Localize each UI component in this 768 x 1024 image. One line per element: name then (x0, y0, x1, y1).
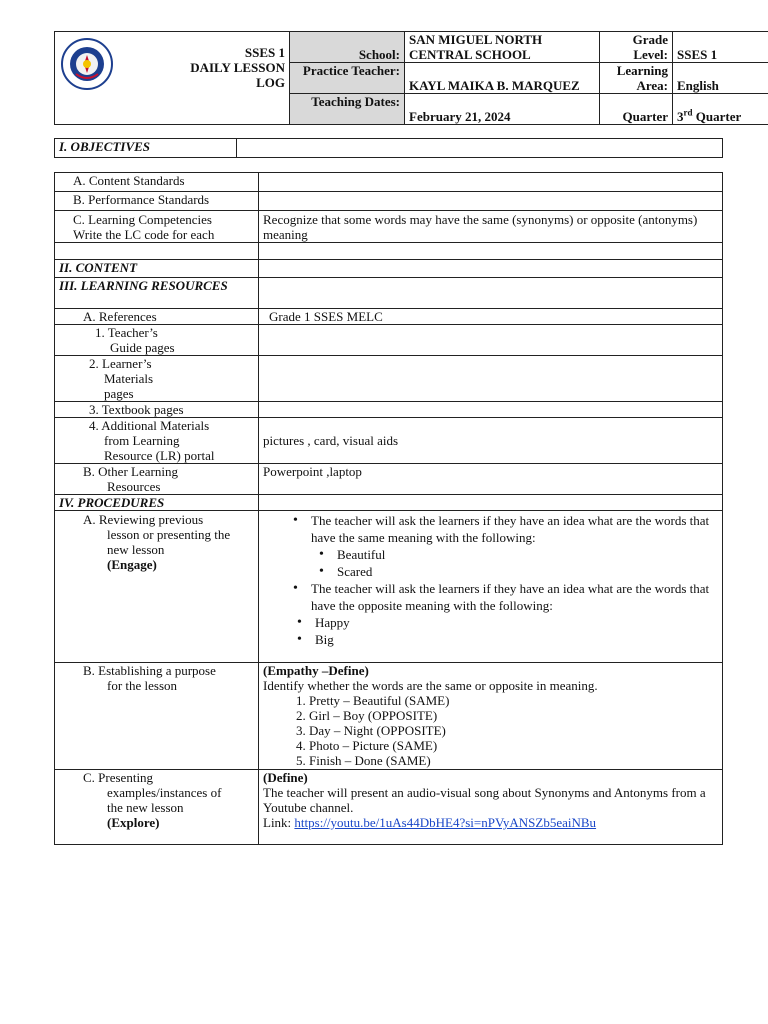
proc-c-tag: (Define) (263, 770, 308, 785)
proc-a-bullets (289, 512, 718, 648)
youtube-link[interactable]: https://youtu.be/1uAs44DbHE4?si=nPVyANSZb5eaiNBu (294, 815, 597, 830)
quarter-label: Quarter (600, 94, 673, 125)
proc-a-item: • Big (315, 631, 718, 648)
proc-b-label: B. Establishing a purpose for the lesson (55, 663, 259, 770)
resources-heading: III. LEARNING RESOURCES (55, 278, 259, 309)
proc-b-item: 3. Day – Night (OPPOSITE) (309, 723, 718, 738)
other-resources-label: B. Other Learning Resources (55, 464, 259, 495)
dates-label: Teaching Dates: (290, 94, 405, 125)
teacher-value: KAYL MAIKA B. MARQUEZ (405, 63, 600, 94)
proc-c-link-line: Link: https://youtu.be/1uAs44DbHE4?si=nPVyANSZb5eaiNBu (263, 815, 597, 830)
objectives-heading: I. OBJECTIVES (55, 139, 237, 158)
proc-c-text: The teacher will present an audio-visual song about Synonyms and Antonyms from a Youtube channel. (263, 785, 706, 815)
competencies-value: Recognize that some words may have the same (synonyms) or opposite (antonyms) meaning (259, 211, 723, 243)
proc-c-content (259, 770, 723, 845)
proc-a-bullet-1: • The teacher will ask the learners if they have an idea what are the words that have the same meaning with the following: • Beautiful • Scared (311, 512, 718, 580)
grade-value: SSES 1 (673, 32, 768, 63)
teacher-label: Practice Teacher: (290, 63, 405, 94)
grade-label: Grade Level: (600, 32, 673, 63)
quarter-value: 3rd Quarter (673, 94, 768, 125)
performance-standards-label: B. Performance Standards (55, 192, 259, 211)
proc-a-item: • Beautiful (337, 546, 718, 563)
learners-materials-label: 2. Learner’s Materials pages (55, 356, 259, 402)
proc-b-content (259, 663, 723, 770)
school-label: School: (290, 32, 405, 63)
references-value: Grade 1 SSES MELC (259, 309, 723, 325)
content-standards-label: A. Content Standards (55, 173, 259, 192)
proc-a-bullet-2: • The teacher will ask the learners if they have an idea what are the words that have the opposite meaning with the following: • Happy • Big (311, 580, 718, 648)
blank-row (55, 243, 259, 260)
logo-cell (55, 32, 115, 125)
other-resources-value: Powerpoint ,laptop (259, 464, 723, 495)
procedures-heading: IV. PROCEDURES (55, 495, 259, 511)
proc-c-label: C. Presenting examples/instances of the new lesson (Explore) (55, 770, 259, 845)
proc-b-item: 4. Photo – Picture (SAME) (309, 738, 718, 753)
main-table (54, 172, 723, 845)
proc-a-item: • Scared (337, 563, 718, 580)
school-value: SAN MIGUEL NORTH CENTRAL SCHOOL (405, 32, 600, 63)
area-value: English (673, 63, 768, 94)
objectives-table (54, 138, 723, 158)
teachers-guide-label: 1. Teacher’s Guide pages (55, 325, 259, 356)
title-line-1: SSES 1 (244, 45, 285, 60)
additional-materials-value: pictures , card, visual aids (259, 418, 723, 464)
area-label: Learning Area: (600, 63, 673, 94)
header-table (54, 31, 768, 125)
performance-standards-value (259, 192, 723, 211)
proc-a-content (259, 511, 723, 663)
proc-b-tag: (Empathy –Define) (263, 663, 369, 678)
deped-seal-icon (61, 38, 113, 90)
textbook-label: 3. Textbook pages (55, 402, 259, 418)
competencies-label: C. Learning Competencies Write the LC code for each (55, 211, 259, 243)
title-line-3: LOG (256, 75, 285, 90)
proc-b-item: 5. Finish – Done (SAME) (309, 753, 718, 768)
proc-b-item: 2. Girl – Boy (OPPOSITE) (309, 708, 718, 723)
additional-materials-label: 4. Additional Materials from Learning Resource (LR) portal (55, 418, 259, 464)
title-line-2: DAILY LESSON (190, 60, 285, 75)
proc-a-label: A. Reviewing previous lesson or presenting the new lesson (Engage) (55, 511, 259, 663)
title-cell (115, 32, 290, 125)
proc-b-intro: Identify whether the words are the same or opposite in meaning. (263, 678, 598, 693)
references-label: A. References (55, 309, 259, 325)
content-standards-value (259, 173, 723, 192)
content-heading: II. CONTENT (55, 260, 259, 278)
proc-b-item: 1. Pretty – Beautiful (SAME) (309, 693, 718, 708)
proc-a-item: • Happy (315, 614, 718, 631)
objectives-empty (237, 139, 723, 158)
dates-value: February 21, 2024 (405, 94, 600, 125)
